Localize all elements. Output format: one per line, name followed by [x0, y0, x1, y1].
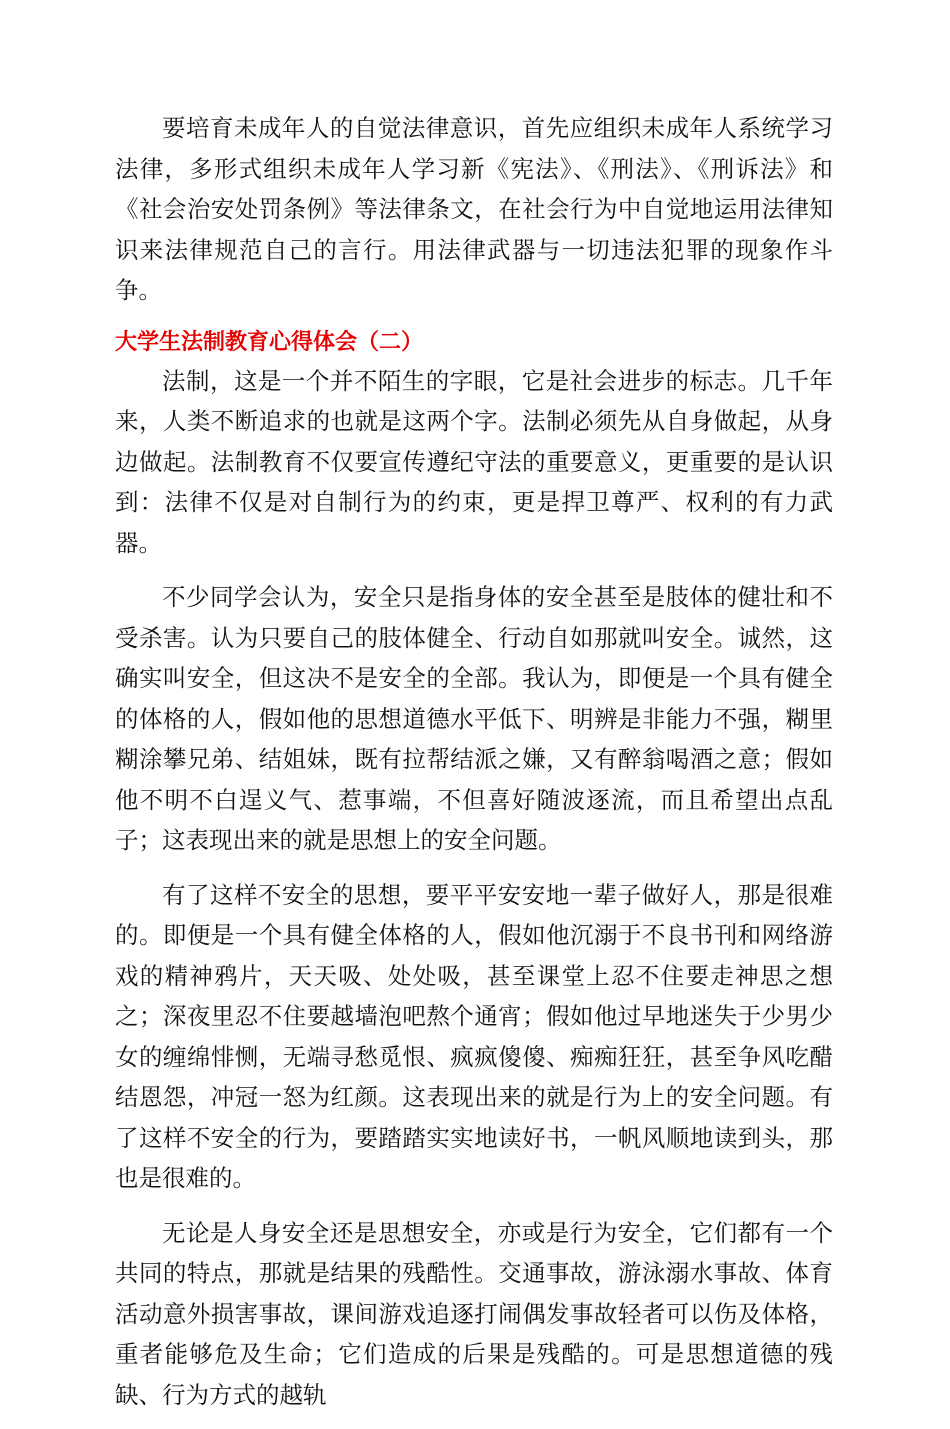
document-page	[115, 108, 833, 1429]
intro-paragraph: 要培育未成年人的自觉法律意识，首先应组织未成年人系统学习法律，多形式组织未成年人学习新《宪法》、《刑法》、《刑诉法》和《社会治安处罚条例》等法律条文，在社会行为中自觉地运用法律知识来法律规范自己的言行。用法律武器与一切违法犯罪的现象作斗争。	[115, 114, 833, 304]
body-paragraph-3: 有了这样不安全的思想，要平平安安地一辈子做好人，那是很难的。即便是一个具有健全体格的人，假如他沉溺于不良书刊和网络游戏的精神鸦片，天天吸、处处吸，甚至课堂上忍不住要走神思之想之；深夜里忍不住要越墙泡吧熬个通宵；假如他过早地迷失于少男少女的缠绵悱恻，无端寻愁觅恨、疯疯傻傻、痴痴狂狂，甚至争风吃醋结恩怨，冲冠一怒为红颜。这表现出来的就是行为上的安全问题。有了这样不安全的行为，要踏踏实实地读好书，一帆风顺地读到头，那也是很难的。	[115, 880, 833, 1192]
body-paragraph-4: 无论是人身安全还是思想安全，亦或是行为安全，它们都有一个共同的特点，那就是结果的残酷性。交通事故，游泳溺水事故、体育活动意外损害事故，课间游戏追逐打闹偶发事故轻者可以伤及体格，重者能够危及生命；它们造成的后果是残酷的。可是思想道德的残缺、行为方式的越轨	[115, 1218, 833, 1409]
body-paragraph-2: 不少同学会认为，安全只是指身体的安全甚至是肢体的健壮和不受杀害。认为只要自己的肢体健全、行动自如那就叫安全。诚然，这确实叫安全，但这决不是安全的全部。我认为，即便是一个具有健全的体格的人，假如他的思想道德水平低下、明辨是非能力不强，糊里糊涂攀兄弟、结姐妹，既有拉帮结派之嫌，又有醉翁喝酒之意；假如他不明不白逞义气、惹事端，不但喜好随波逐流，而且希望出点乱子；这表现出来的就是思想上的安全问题。	[115, 583, 833, 854]
section-heading: 大学生法制教育心得体会（二）	[115, 329, 424, 355]
body-paragraph-1: 法制，这是一个并不陌生的字眼，它是社会进步的标志。几千年来，人类不断追求的也就是这两个字。法制必须先从自身做起，从身边做起。法制教育不仅要宣传遵纪守法的重要意义，更重要的是认识到：法律不仅是对自制行为的约束，更是捍卫尊严、权利的有力武器。	[115, 366, 833, 557]
